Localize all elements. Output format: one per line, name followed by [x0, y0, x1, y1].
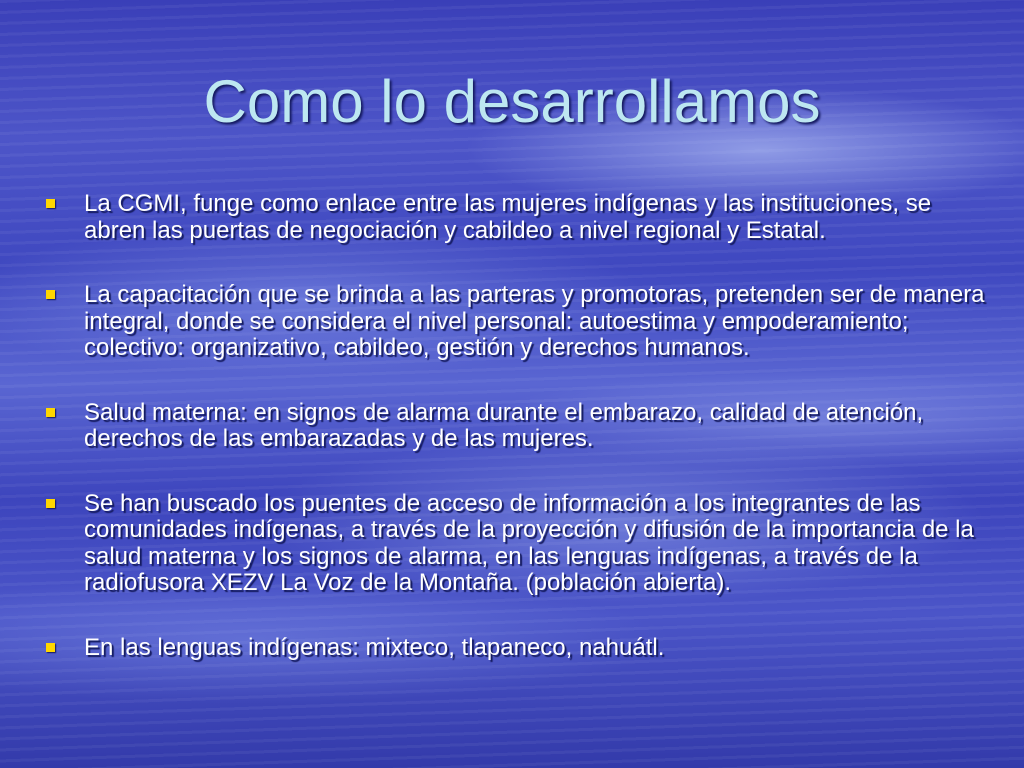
- bullet-item: [46, 282, 986, 362]
- bullet-item: [46, 491, 986, 597]
- bullet-text: En las lenguas indígenas: mixteco, tlapaneco, nahuátl.: [84, 633, 665, 661]
- bullet-item: [46, 400, 986, 453]
- bullet-text: La capacitación que se brinda a las parteras y promotoras, pretenden ser de manera integral, donde se considera el nivel personal: autoestima y empoderamiento; colectivo: organizativo, cabildeo, gestión y derechos humanos.: [84, 281, 985, 361]
- square-bullet-icon: [46, 290, 55, 299]
- bullet-item: [46, 635, 986, 662]
- bullet-text: La CGMI, funge como enlace entre las mujeres indígenas y las instituciones, se abren las puertas de negociación y cabildeo a nivel regional y Estatal.: [84, 190, 932, 244]
- square-bullet-icon: [46, 499, 55, 508]
- square-bullet-icon: [46, 199, 55, 208]
- bullet-list: [46, 191, 986, 661]
- square-bullet-icon: [46, 643, 55, 652]
- square-bullet-icon: [46, 408, 55, 417]
- bullet-text: Salud materna: en signos de alarma durante el embarazo, calidad de atención, derechos de las embarazadas y de las mujeres.: [84, 398, 924, 452]
- bullet-item: [46, 191, 986, 244]
- slide-title: Como lo desarrollamos: [203, 68, 821, 135]
- bullet-text: Se han buscado los puentes de acceso de información a los integrantes de las comunidades indígenas, a través de la proyección y difusión de la importancia de la salud materna y los signos de alarma, en las lenguas indígenas, a través de la radiofusora XEZV La Voz de la Montaña. (población abierta).: [84, 489, 974, 596]
